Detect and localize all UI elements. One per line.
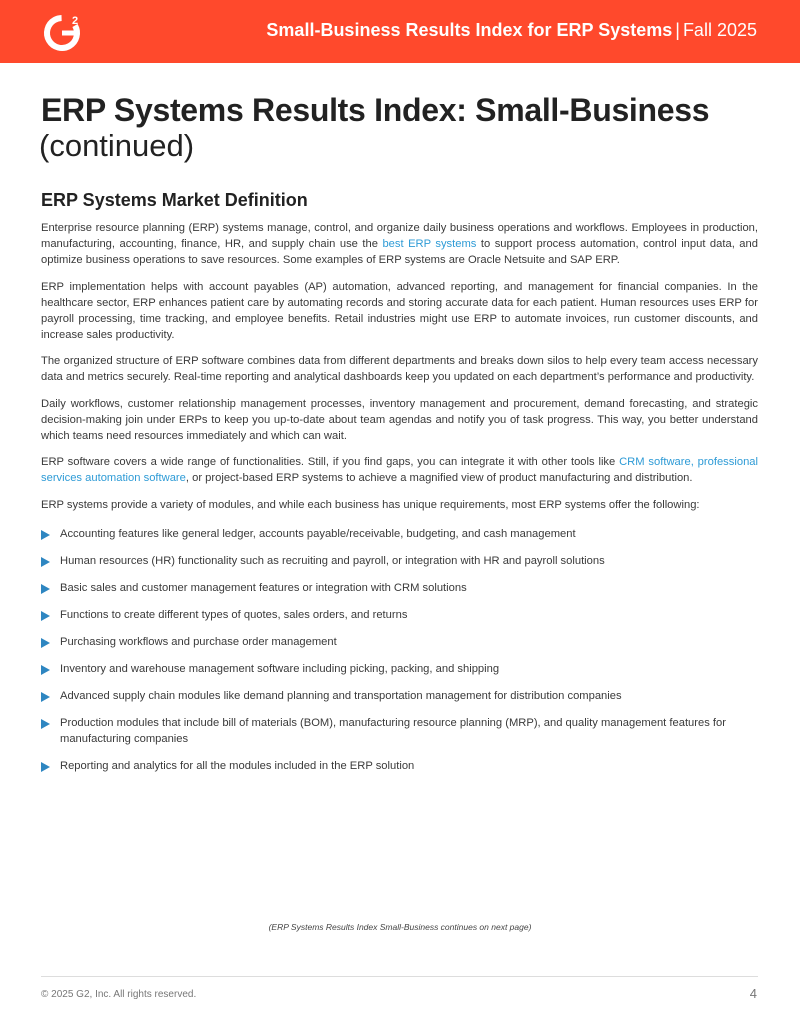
list-item xyxy=(41,634,758,650)
copyright-text: © 2025 G2, Inc. All rights reserved. xyxy=(41,989,197,1000)
g2-logo-superscript: 2 xyxy=(72,15,79,27)
paragraph-text: Enterprise resource planning (ERP) systems manage, control, and organize daily business operations and workflows. Employees in production, manufacturing, accounting, finance, HR, and supply chain use the xyxy=(41,222,758,250)
list-item-text: Accounting features like general ledger, accounts payable/receivable, budgeting, and cash management xyxy=(60,527,576,540)
list-item xyxy=(41,553,758,569)
list-item-text: Functions to create different types of quotes, sales orders, and returns xyxy=(60,608,408,621)
paragraph-functionalities xyxy=(41,454,758,486)
list-item-text: Inventory and warehouse management software including picking, packing, and shipping xyxy=(60,662,500,675)
list-item xyxy=(41,758,758,774)
link-separator: , xyxy=(690,456,698,468)
list-item-text: Reporting and analytics for all the modules included in the ERP solution xyxy=(60,759,415,772)
header-separator: | xyxy=(675,20,680,40)
header-report-title xyxy=(266,20,757,41)
report-name: Small-Business Results Index for ERP Systems xyxy=(266,20,673,40)
bullet-triangle-icon xyxy=(41,762,50,772)
list-item-text: Basic sales and customer management features or integration with CRM solutions xyxy=(60,581,467,594)
list-item xyxy=(41,580,758,596)
list-item xyxy=(41,688,758,704)
paragraph-modules-intro: ERP systems provide a variety of modules, and while each business has unique requirements, most ERP systems offer the following: xyxy=(41,498,700,511)
paragraph-erp-structure: The organized structure of ERP software combines data from different departments and breaks down silos to help every team access necessary data and metrics securely. Real-time reporting and analytical dashboards keep you updated on each department’s performance and productivity. xyxy=(41,355,758,383)
section-title: ERP Systems Market Definition xyxy=(41,190,308,210)
g2-logo-icon xyxy=(42,13,82,53)
bullet-triangle-icon xyxy=(41,719,50,729)
page-subtitle: (continued) xyxy=(39,128,195,163)
paragraph-daily-workflows: Daily workflows, customer relationship management processes, inventory management and procurement, demand forecasting, and strategic decision-making join under ERPs to keep you up-to-date about team agendas and notify you of task progress. This way, you better understand which teams need resources immediately and which can wait. xyxy=(41,397,758,442)
link-professional-services-automation[interactable]: professional services automation software xyxy=(41,456,758,484)
list-item xyxy=(41,661,758,677)
bullet-triangle-icon xyxy=(41,638,50,648)
list-item xyxy=(41,715,758,747)
bullet-triangle-icon xyxy=(41,557,50,567)
bullet-triangle-icon xyxy=(41,665,50,675)
list-item xyxy=(41,607,758,623)
page-number: 4 xyxy=(749,986,757,1001)
bullet-triangle-icon xyxy=(41,584,50,594)
continues-note: (ERP Systems Results Index Small-Business continues on next page) xyxy=(268,922,532,932)
link-best-erp-systems[interactable]: best ERP systems xyxy=(382,238,477,250)
list-item-text: Human resources (HR) functionality such as recruiting and payroll, or integration with HR and payroll solutions xyxy=(60,554,605,567)
paragraph-erp-implementation: ERP implementation helps with account payables (AP) automation, advanced reporting, and management for financial companies. In the healthcare sector, ERP enhances patient care by automating records and storing accurate data for each patient. Human resources uses ERP for payroll processing, time tracking, and employee benefits. Retail industries might use ERP to automate invoices, run customer discounts, and increase sales productivity. xyxy=(41,280,758,341)
list-item-text: Purchasing workflows and purchase order management xyxy=(60,635,337,648)
list-item-text: Advanced supply chain modules like demand planning and transportation management for distribution companies xyxy=(60,689,622,702)
footer-divider xyxy=(41,976,758,977)
page-title: ERP Systems Results Index: Small-Business xyxy=(41,92,710,128)
link-crm-software[interactable]: CRM software xyxy=(619,456,691,468)
bullet-triangle-icon xyxy=(41,530,50,540)
paragraph-erp-definition xyxy=(41,220,758,268)
bullet-triangle-icon xyxy=(41,611,50,621)
module-list xyxy=(41,526,758,774)
body-content xyxy=(41,220,758,785)
paragraph-text: , or project-based ERP systems to achieve a magnified view of product manufacturing and distribution. xyxy=(185,472,693,484)
list-item xyxy=(41,526,758,542)
list-item-text: Production modules that include bill of materials (BOM), manufacturing resource planning (MRP), and quality management features for manufacturing companies xyxy=(60,716,726,745)
report-season: Fall 2025 xyxy=(682,20,757,40)
paragraph-text: to support process automation, control input data, and optimize business operations to save resources. Some examples of ERP systems are Oracle Netsuite and SAP ERP. xyxy=(41,238,758,266)
paragraph-text: ERP software covers a wide range of functionalities. Still, if you find gaps, you can integrate it with other tools like xyxy=(41,456,620,468)
page-header-banner xyxy=(0,0,800,63)
bullet-triangle-icon xyxy=(41,692,50,702)
